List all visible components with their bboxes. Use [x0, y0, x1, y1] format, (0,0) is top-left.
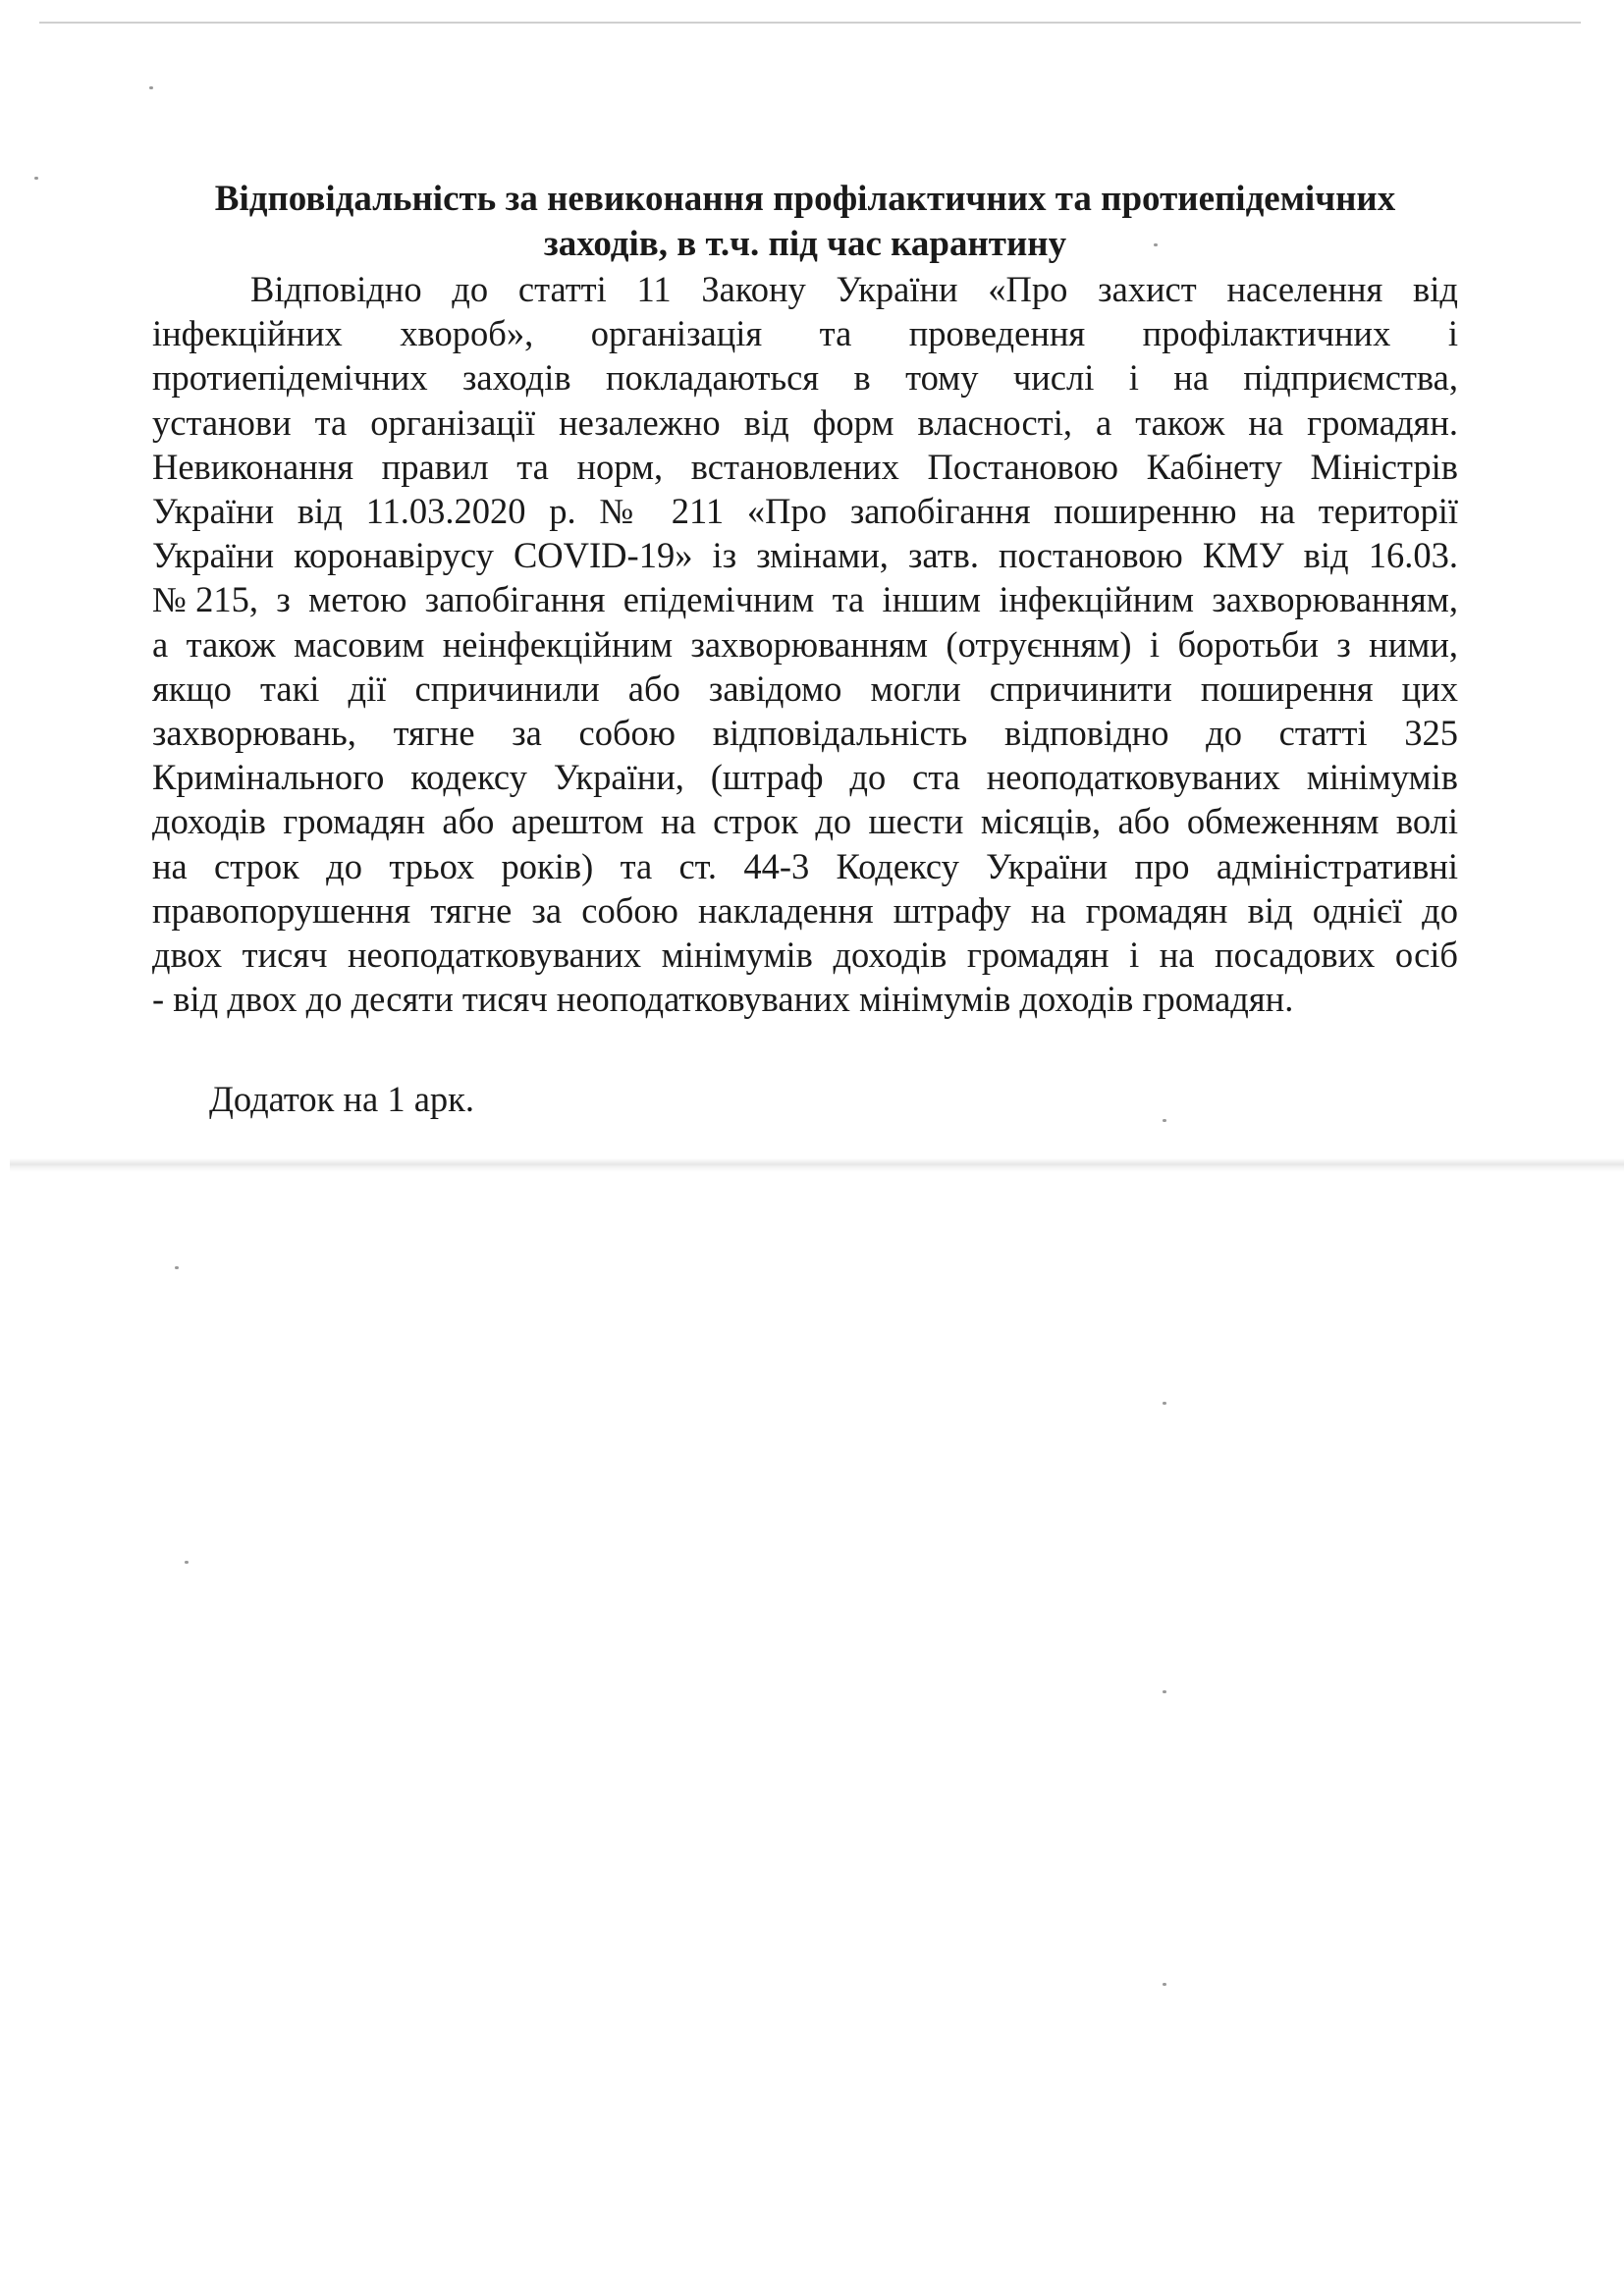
body-line: якщо такі дії спричинили або завідомо могли спричинити поширення цих — [152, 667, 1458, 709]
body-line-last: - від двох до десяти тисяч неоподатковуваних мінімумів доходів громадян. — [152, 979, 1294, 1020]
scan-speck — [185, 1561, 189, 1564]
scan-speck — [1163, 1690, 1166, 1693]
body-line: на строк до трьох років) та ст. 44-3 Кодексу України про адміністративні — [152, 845, 1458, 886]
document-page — [152, 177, 1458, 1122]
attachment-note: Додаток на 1 арк. — [209, 1079, 475, 1120]
body-line: №215, з метою запобігання епідемічним та іншим інфекційним захворюванням, — [152, 579, 1458, 620]
body-line: а також масовим неінфекційним захворюванням (отруєнням) і боротьби з ними, — [152, 623, 1458, 665]
scan-speck — [175, 1266, 179, 1269]
body-line: Кримінального кодексу України, (штраф до ста неоподатковуваних мінімумів — [152, 757, 1458, 798]
scan-speck — [1163, 1402, 1166, 1405]
body-line: захворювань, тягне за собою відповідальність відповідно до статті 325 — [152, 713, 1458, 754]
document-body — [152, 267, 1458, 1021]
body-line: доходів громадян або арештом на строк до шести місяців, або обмеженням волі — [152, 801, 1458, 842]
body-line: України коронавірусу COVID-19» із змінами, затв. постановою КМУ від 16.03. — [152, 535, 1458, 576]
body-line: правопорушення тягне за собою накладення штрафу на громадян від однієї до — [152, 889, 1458, 931]
scan-speck — [1163, 1983, 1166, 1986]
document-title-line-2: заходів, в т.ч. під час карантину — [543, 224, 1067, 264]
body-line: Невиконання правил та норм, встановлених Постановою Кабінету Міністрів — [152, 446, 1458, 487]
body-line: двох тисяч неоподатковуваних мінімумів доходів громадян і на посадових осіб — [152, 934, 1458, 976]
scan-speck — [34, 177, 38, 180]
body-line: установи та організації незалежно від форм власності, а також на громадян. — [152, 401, 1458, 443]
body-line: протиепідемічних заходів покладаються в тому числі і на підприємства, — [152, 357, 1458, 399]
body-line: Відповідно до статті 11 Закону України «Про захист населення від — [250, 269, 1458, 309]
body-line: інфекційних хвороб», організація та проведення профілактичних і — [152, 313, 1458, 354]
document-title-line-1: Відповідальність за невиконання профілактичних та протиепідемічних — [214, 179, 1396, 219]
body-line: України від 11.03.2020 р. № 211 «Про запобігання поширенню на території — [152, 491, 1458, 532]
paper-fold-shadow — [10, 1158, 1624, 1172]
scan-speck — [149, 86, 153, 89]
scan-top-edge — [39, 22, 1581, 24]
